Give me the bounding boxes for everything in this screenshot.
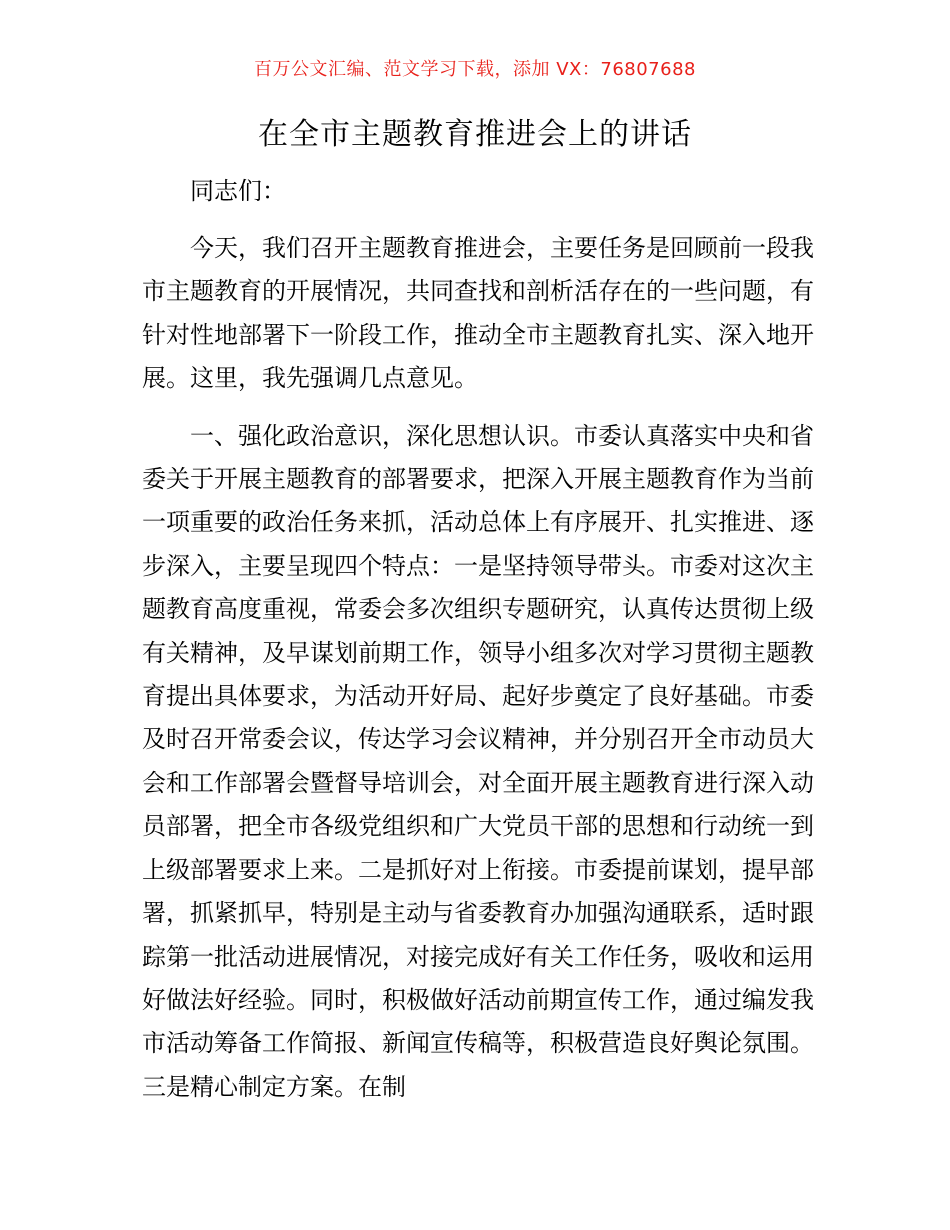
paragraph-section-one: 一、强化政治意识，深化思想认识。市委认真落实中央和省委关于开展主题教育的部署要求，把深入开展主题教育作为当前一项重要的政治任务来抓，活动总体上有序展开、扎实推进、逐步深入，主要呈现四个特点：一是坚持领导带头。市委对这次主题教育高度重视，常委会多次组织专题研究，认真传达贯彻上级有关精神，及早谋划前期工作，领导小组多次对学习贯彻主题教育提出具体要求，为活动开好局、起好步奠定了良好基础。市委及时召开常委会议，传达学习会议精神，并分别召开全市动员大会和工作部署会暨督导培训会，对全面开展主题教育进行深入动员部署，把全市各级党组织和广大党员干部的思想和行动统一到上级部署要求上来。二是抓好对上衔接。市委提前谋划，提早部署，抓紧抓早，特别是主动与省委教育办加强沟通联系，适时跟踪第一批活动进展情况，对接完成好有关工作任务，吸收和运用好做法好经验。同时，积极做好活动前期宣传工作，通过编发我市活动筹备工作简报、新闻宣传稿等，积极营造良好舆论氛围。三是精心制定方案。在制	[142, 421, 814, 1101]
salutation: 同志们：	[190, 177, 286, 205]
header-note: 百万公文汇编、范文学习下载，添加 VX：76807688	[254, 59, 696, 80]
paragraph-intro: 今天，我们召开主题教育推进会，主要任务是回顾前一段我市主题教育的开展情况，共同查找和剖析活存在的一些问题，有针对性地部署下一阶段工作，推动全市主题教育扎实、深入地开展。这里，我先强调几点意见。	[142, 234, 814, 393]
document-body	[142, 170, 814, 1123]
document-title: 在全市主题教育推进会上的讲话	[258, 117, 692, 152]
